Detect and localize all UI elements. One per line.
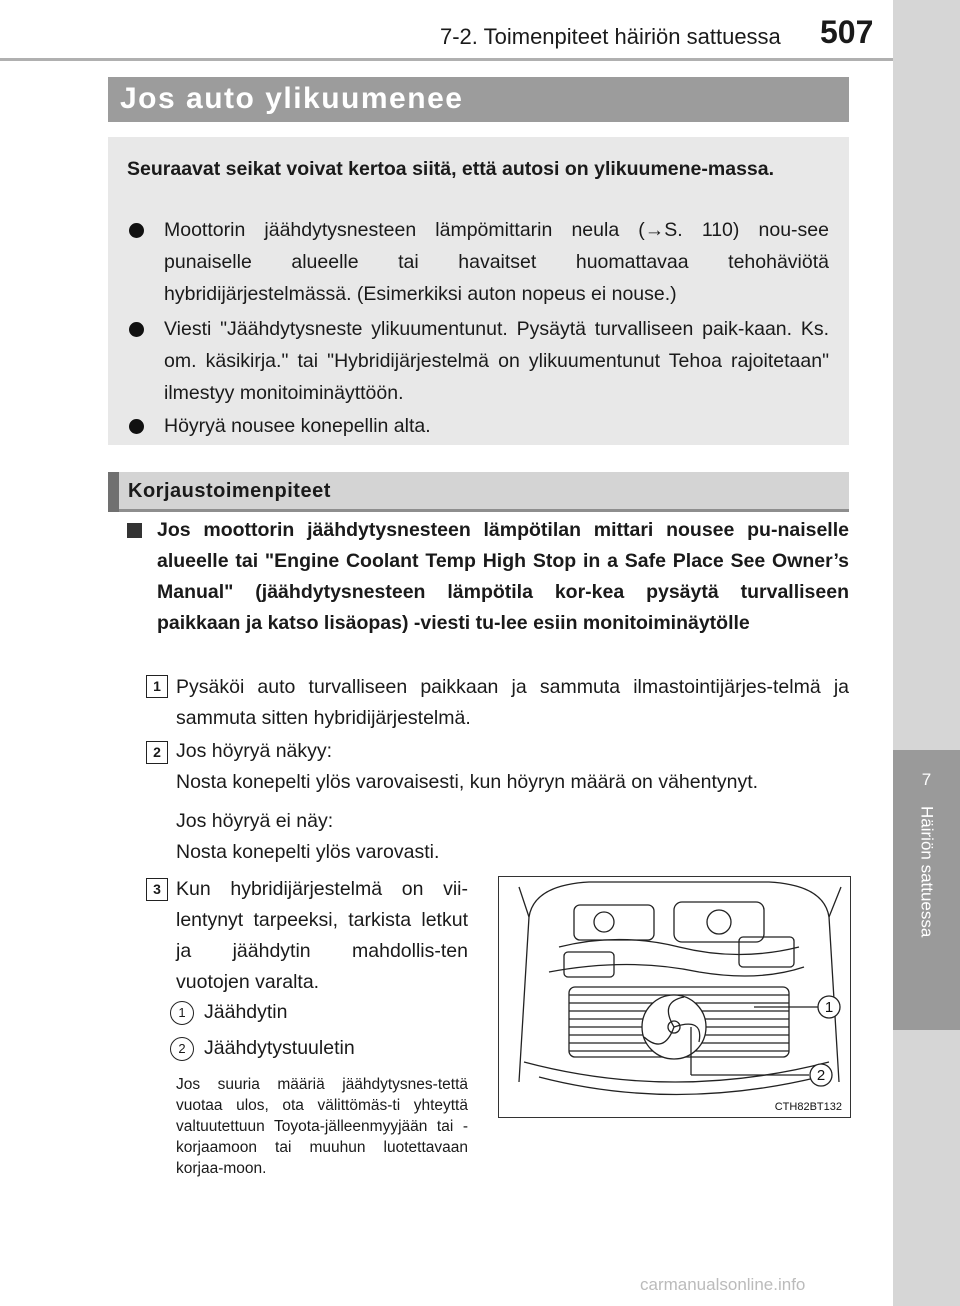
step-number: 2	[146, 741, 168, 764]
svg-text:1: 1	[824, 999, 834, 1016]
page-title-bar	[108, 77, 849, 122]
square-bullet-icon	[127, 523, 142, 538]
figure-code: CTH82BT132	[774, 1101, 842, 1113]
figure-callout-1	[818, 996, 840, 1018]
bullet-dot-icon	[129, 322, 144, 337]
page-number: 507	[820, 14, 874, 50]
legend-number: 1	[170, 1001, 194, 1025]
legend-number: 2	[170, 1037, 194, 1061]
subheading: Jos moottorin jäähdytysnesteen lämpötilan mittari nousee pu-naiselle alueelle tai "Engine Coolant Temp High Stop in a Safe Place See Owner’s Manual" (jäähdytysnesteen lämpötila kor-kea pysäytä turvalliseen paikkaan ja katso lisäopas) -viesti tu-lee esiin monitoiminäytölle	[157, 519, 849, 634]
svg-text:2: 2	[816, 1067, 826, 1084]
step-number: 3	[146, 878, 168, 901]
legend-label: Jäähdytystuuletin	[204, 1037, 355, 1059]
step-text: Kun hybridijärjestelmä on vii-lentynyt tarpeeksi, tarkista letkut ja jäähdytin mahdollis-ten vuotojen varalta.	[176, 878, 468, 993]
bullet-dot-icon	[129, 223, 144, 238]
step-text: Jos höyryä ei näy:	[176, 810, 334, 832]
running-header: 7-2. Toimenpiteet häiriön sattuessa	[440, 24, 781, 49]
step-text: Pysäköi auto turvalliseen paikkaan ja sammuta ilmastointijärjes-telmä ja sammuta sitten hybridijärjestelmä.	[176, 676, 849, 729]
legend-label: Jäähdytin	[204, 1001, 288, 1023]
step-text: Nosta konepelti ylös varovasti.	[176, 841, 440, 863]
section-heading-bar	[108, 472, 849, 512]
section-accent	[108, 472, 119, 512]
intro-heading: Seuraavat seikat voivat kertoa siitä, että autosi on ylikuumene-massa.	[127, 158, 775, 180]
intro-bullet: Moottorin jäähdytysnesteen lämpömittarin neula (→S. 110) nou-see punaiselle alueelle tai havaitset huomattavaa tehohäviötä hybridijärjestelmässä. (Esimerkiksi auton nopeus ei nouse.)	[164, 219, 829, 305]
engine-bay-figure	[498, 876, 851, 1118]
section-heading: Korjaustoimenpiteet	[128, 480, 331, 502]
page-title: Jos auto ylikuumenee	[120, 82, 464, 115]
side-tab	[893, 0, 960, 1306]
header-divider	[0, 58, 893, 61]
chapter-number: 7	[921, 770, 932, 789]
note-text: Jos suuria määriä jäähdytysnes-tettä vuotaa ulos, ota välittömäs-ti yhteyttä valtuutettuun Toyota-jälleenmyyjään tai -korjaamoon tai muuhun luotettavaan korjaa-moon.	[176, 1076, 468, 1177]
step-text: Jos höyryä näkyy:	[176, 740, 333, 762]
step-text: Nosta konepelti ylös varovaisesti, kun höyryn määrä on vähentynyt.	[176, 771, 759, 793]
figure-callout-2	[810, 1064, 832, 1086]
step-number: 1	[146, 675, 168, 698]
watermark: carmanualsonline.info	[640, 1275, 806, 1294]
chapter-title: Häiriön sattuessa	[917, 806, 937, 938]
intro-bullet: Höyryä nousee konepellin alta.	[164, 415, 431, 437]
engine-bay-illustration	[499, 877, 850, 1117]
bullet-dot-icon	[129, 419, 144, 434]
intro-bullet: Viesti "Jäähdytysneste ylikuumentunut. Pysäytä turvalliseen paik-kaan. Ks. om. käsikirja." tai "Hybridijärjestelmä on ylikuumentunut Tehoa rajoitetaan" ilmestyy monitoiminäyttöön.	[164, 318, 829, 404]
